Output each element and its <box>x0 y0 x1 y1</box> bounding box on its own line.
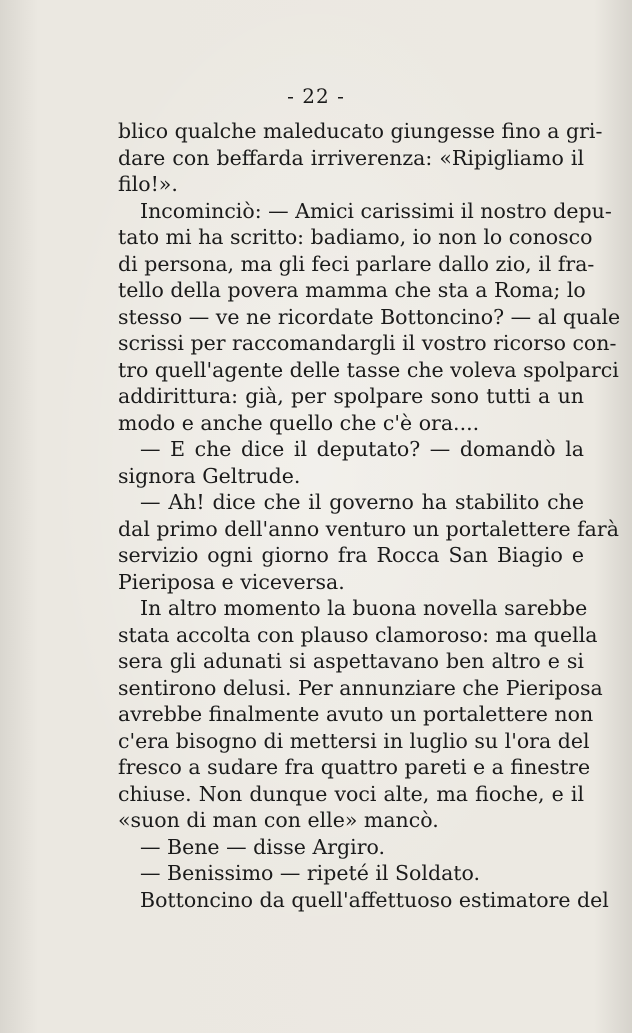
text-line: signora Geltrude. <box>118 463 301 488</box>
text-line: — Benissimo — ripeté il Soldato. <box>140 861 481 885</box>
text-line: Bottoncino da quell'affettuoso estimatore del <box>140 887 609 912</box>
text-line: sera gli adunati si aspettavano ben altro e si <box>118 649 584 673</box>
text-line: addirittura: già, per spolpare sono tutti a un <box>118 384 584 408</box>
text-line: blico qualche maleducato giungesse fino a gri- <box>118 119 603 143</box>
text-line: dal primo dell'anno venturo un portalettere farà <box>118 516 619 541</box>
text-line: stesso — ve ne ricordate Bottoncino? — al quale <box>118 304 621 329</box>
text-line: Incominciò: — Amici carissimi il nostro depu- <box>140 198 612 223</box>
text-line: tato mi ha scritto: badiamo, io non lo conosco <box>118 225 593 249</box>
text-line: «suon di man con elle» mancò. <box>118 808 439 832</box>
text-line: avrebbe finalmente avuto un portalettere non <box>118 702 594 726</box>
text-line: fresco a sudare fra quattro pareti e a finestre <box>118 755 591 779</box>
text-line: — E che dice il deputato? — domandò la <box>140 437 584 461</box>
text-line: servizio ogni giorno fra Rocca San Biagio e <box>118 543 584 567</box>
text-line: In altro momento la buona novella sarebbe <box>140 596 588 620</box>
text-line: modo e anche quello che c'è ora.... <box>118 410 480 435</box>
text-line: scrissi per raccomandargli il vostro ricorso con- <box>118 331 617 355</box>
text-line: sentirono delusi. Per annunziare che Pieriposa <box>118 675 603 700</box>
text-line: tro quell'agente delle tasse che voleva spolparci <box>118 357 619 382</box>
text-line: c'era bisogno di mettersi in luglio su l'ora del <box>118 728 590 753</box>
text-line: Pieriposa e viceversa. <box>118 569 345 594</box>
page-number: - 22 - <box>287 84 345 108</box>
text-line: stata accolta con plauso clamoroso: ma quella <box>118 622 598 647</box>
text-line: filo!». <box>118 172 178 196</box>
text-line: dare con beffarda irriverenza: «Ripigliamo il <box>118 145 584 170</box>
text-line: di persona, ma gli feci parlare dallo zio, il fra- <box>118 251 595 276</box>
body-text <box>118 118 621 913</box>
text-line: — Bene — disse Argiro. <box>140 834 386 859</box>
text-line: tello della povera mamma che sta a Roma; lo <box>118 278 586 302</box>
text-line: chiuse. Non dunque voci alte, ma fioche, e il <box>118 781 584 806</box>
text-line: — Ah! dice che il governo ha stabilito che <box>140 490 584 514</box>
